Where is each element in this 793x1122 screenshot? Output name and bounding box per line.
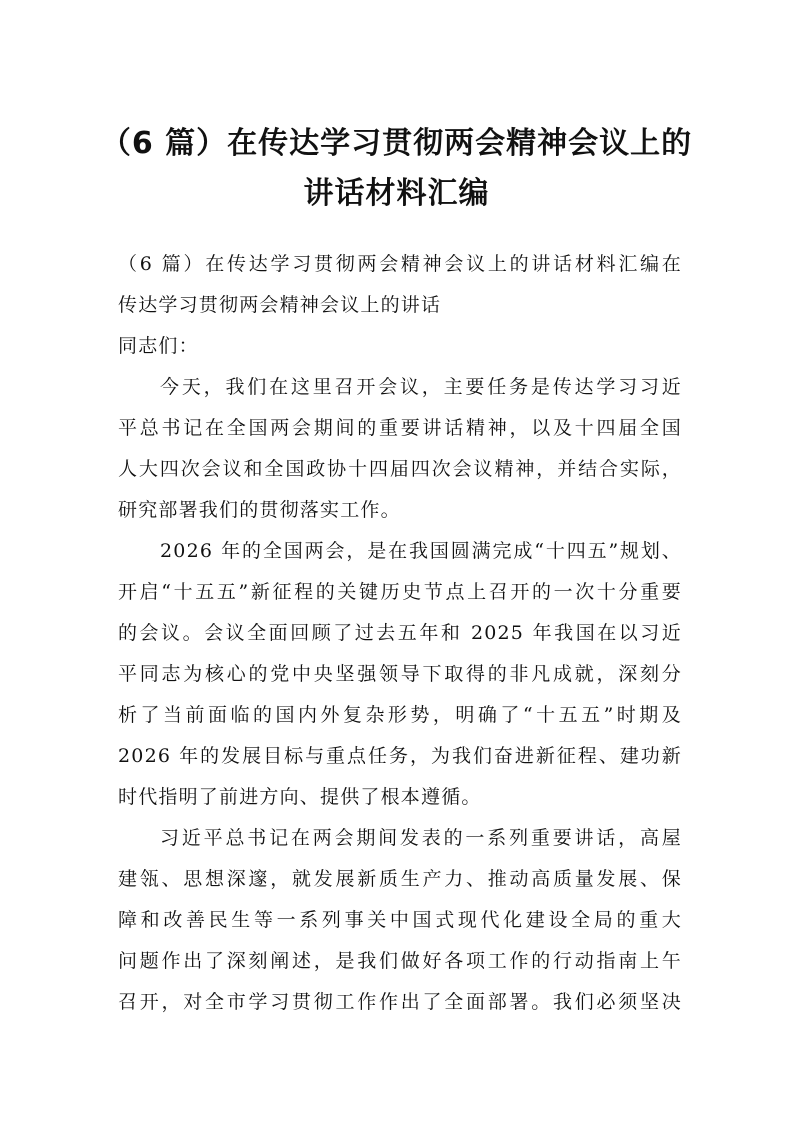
intro-line-1: （6 篇）在传达学习贯彻两会精神会议上的讲话材料汇编在 [118, 253, 682, 275]
paragraph-3-line-1: 习近平总书记在两会期间发表的一系列重要讲话，高屋 [160, 827, 682, 849]
paragraph-1-line-2: 平总书记在全国两会期间的重要讲话精神，以及十四届全国 [118, 417, 682, 439]
paragraph-2-line-6: 2026 年的发展目标与重点任务，为我们奋进新征程、建功新 [118, 745, 682, 767]
paragraph-2-line-2: 开启“十五五”新征程的关键历史节点上召开的一次十分重要 [118, 581, 682, 603]
paragraph-1-line-4: 研究部署我们的贯彻落实工作。 [118, 499, 401, 521]
paragraph-3-line-4: 问题作出了深刻阐述，是我们做好各项工作的行动指南上午 [118, 950, 682, 972]
salutation: 同志们： [118, 335, 199, 357]
paragraph-2-line-5: 析了当前面临的国内外复杂形势，明确了“十五五”时期及 [118, 704, 682, 726]
paragraph-2-line-4: 平同志为核心的党中央坚强领导下取得的非凡成就，深刻分 [118, 663, 682, 685]
document-title-line-2: 讲话材料汇编 [303, 176, 490, 211]
paragraph-3-line-2: 建瓴、思想深邃，就发展新质生产力、推动高质量发展、保 [118, 868, 682, 890]
paragraph-2-line-3: 的会议。会议全面回顾了过去五年和 2025 年我国在以习近 [118, 622, 682, 644]
paragraph-2-line-7: 时代指明了前进方向、提供了根本遵循。 [118, 786, 482, 808]
paragraph-1-line-3: 人大四次会议和全国政协十四届四次会议精神，并结合实际， [118, 458, 682, 480]
paragraph-3-line-5: 召开，对全市学习贯彻工作作出了全面部署。我们必须坚决 [118, 991, 682, 1013]
document-title-line-1: （6 篇）在传达学习贯彻两会精神会议上的 [100, 126, 693, 161]
intro-line-2: 传达学习贯彻两会精神会议上的讲话 [118, 294, 442, 316]
paragraph-2-line-1: 2026 年的全国两会，是在我国圆满完成“十四五”规划、 [160, 540, 682, 562]
paragraph-1-line-1: 今天，我们在这里召开会议，主要任务是传达学习习近 [160, 376, 682, 398]
paragraph-3-line-3: 障和改善民生等一系列事关中国式现代化建设全局的重大 [118, 909, 682, 931]
